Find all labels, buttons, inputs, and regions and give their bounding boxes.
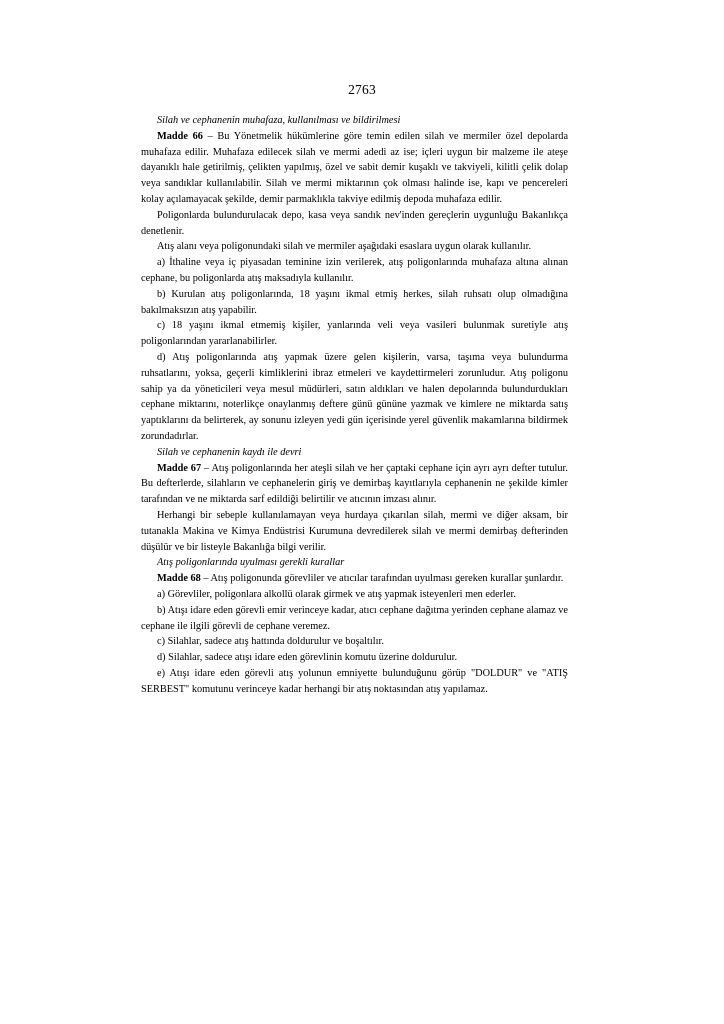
paragraph-text: – Bu Yönetmelik hükümlerine göre temin edilen silah ve mermiler özel depolarda muhafaza edilir. Muhafaza edilecek silah ve mermi adedi az ise; içleri uygun bir malzeme ile ateşe dayanıklı hale getirilmiş, çelikten yapılmış, özel ve sabit demir kuşaklı ve takviyeli, kilitli çelik dolap veya sandıklar kullanılabilir. Silah ve mermi miktarının çok olması halinde ise, kapı ve pencereleri kolay açılamayacak şekilde, demir parmaklıkla takviye edilmiş depoda muhafaza edilir. bbox=[141, 130, 569, 205]
list-item: e) Atışı idare eden görevli atış yolunun emniyette bulunduğunu görüp "DOLDUR" ve "ATIŞ SERBEST" komutunu verinceye kadar herhangi bir atış noktasından atış yapılamaz. bbox=[141, 667, 568, 695]
list-item: c) 18 yaşını ikmal etmemiş kişiler, yanlarında veli veya vasileri bulunmak suretiyle atış poligonlarından yararlanabilirler. bbox=[141, 320, 568, 348]
article-paragraph bbox=[141, 461, 568, 508]
list-item: a) İthaline veya iç piyasadan teminine izin verilerek, atış poligonlarında muhafaza altına alınan cephane, bu poligonlarda atış maksadıyla kullanılır. bbox=[141, 257, 568, 284]
list-item: b) Atışı idare eden görevli emir verinceye kadar, atıcı cephane dağıtma yerinden cephane alamaz ve cephane ile ilgili görevli de cephane veremez. bbox=[141, 604, 568, 632]
paragraph: Herhangi bir sebeple kullanılamayan veya hurdaya çıkarılan silah, mermi ve diğer aksam, bir tutanakla Makina ve Kimya Endüstrisi Kurumuna devredilerek silah ve mermi demirbaş defterinden düşülür ve bir listeyle Bakanlığa bilgi verilir. bbox=[141, 509, 568, 553]
paragraph-text: – Atış poligonunda görevliler ve atıcılar tarafından uyulması gereken kurallar şunlardır. bbox=[203, 573, 564, 585]
article-number: Madde 68 bbox=[157, 573, 201, 585]
list-item: b) Kurulan atış poligonlarında, 18 yaşını ikmal etmiş herkes, silah ruhsatı olup olmadığına bakılmaksızın atış yapabilir. bbox=[141, 288, 568, 316]
article-paragraph bbox=[141, 571, 568, 587]
list-item: c) Silahlar, sadece atış hattında doldurulur ve boşaltılır. bbox=[157, 636, 384, 648]
list-item: a) Görevliler, poligonlara alkollü olarak girmek ve atış yapmak isteyenleri men ederler. bbox=[157, 588, 516, 600]
article-paragraph bbox=[141, 129, 568, 208]
list-item: d) Atış poligonlarında atış yapmak üzere gelen kişilerin, varsa, taşıma veya bulundurma ruhsatlarını, yoksa, geçerli kimliklerini ibraz etmeleri ve kaydettirmeleri zorunludur. Atış poligonu sahip ya da yöneticileri veya mesul müdürleri, satın aldıkları ve halen depolarında bulundurdukları cephane miktarını, noterlikçe onaylanmış deftere günü gününe yazmak ve kimlere ne miktarda satış yaptıklarını da belirterek, ay sonunu izleyen yedi gün içerisinde yerel güvenlik makamlarına bildirmek zorundadırlar. bbox=[141, 351, 568, 442]
page-number: 2763 bbox=[348, 82, 376, 97]
paragraph: Atış alanı veya poligonundaki silah ve mermiler aşağıdaki esaslara uygun olarak kullanılır. bbox=[157, 241, 532, 253]
section-heading: Silah ve cephanenin muhafaza, kullanılması ve bildirilmesi bbox=[157, 115, 401, 126]
document-body bbox=[141, 113, 568, 697]
section-heading: Atış poligonlarında uyulması gerekli kurallar bbox=[157, 557, 345, 569]
list-item: d) Silahlar, sadece atışı idare eden görevlinin komutu üzerine doldurulur. bbox=[157, 652, 458, 664]
article-number: Madde 67 bbox=[157, 462, 202, 474]
paragraph: Poligonlarda bulundurulacak depo, kasa veya sandık nev'inden gereçlerin uygunluğu Bakanlıkça denetlenir. bbox=[141, 209, 568, 237]
paragraph-text: – Atış poligonlarında her ateşli silah ve her çaptaki cephane için ayrı ayrı defter tutulur. Bu defterlerde, silahların ve cephanelerin giriş ve demirbaş kayıtlarıyla cephanenin ne şekilde kimler tarafından ve ne miktarda sarf edildiği belirtilir ve atıcının imzası alınır. bbox=[141, 462, 568, 506]
article-number: Madde 66 bbox=[157, 130, 203, 142]
section-heading: Silah ve cephanenin kaydı ile devri bbox=[157, 446, 302, 458]
